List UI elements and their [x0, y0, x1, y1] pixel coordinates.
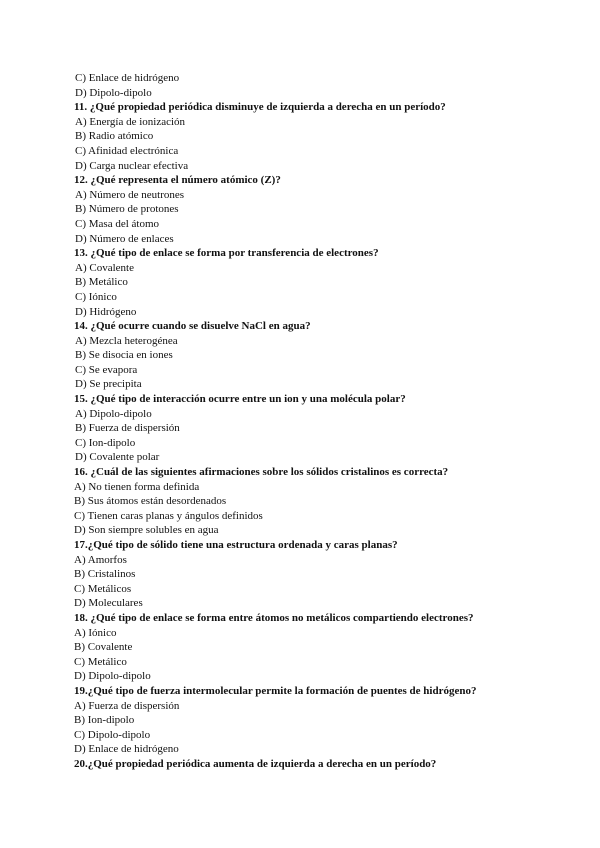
- answer-option: B) Sus átomos están desordenados: [74, 495, 227, 508]
- answer-option: C) Metálico: [74, 655, 127, 668]
- answer-option: B) Radio atómico: [75, 130, 154, 143]
- question-text: 20.¿Qué propiedad periódica aumenta de izquierda a derecha en un período?: [74, 757, 437, 770]
- answer-option: A) Energía de ionización: [75, 115, 186, 128]
- answer-option: C) Iónico: [75, 290, 117, 303]
- question-text: 13. ¿Qué tipo de enlace se forma por transferencia de electrones?: [74, 247, 379, 260]
- answer-option: D) Carga nuclear efectiva: [75, 159, 189, 172]
- answer-option: C) Tienen caras planas y ángulos definidos: [74, 509, 263, 522]
- answer-option: A) Mezcla heterogénea: [75, 334, 178, 347]
- answer-option: D) Número de enlaces: [75, 232, 174, 245]
- question-text: 19.¿Qué tipo de fuerza intermolecular permite la formación de puentes de hidrógeno?: [74, 684, 477, 697]
- answer-option: D) Enlace de hidrógeno: [74, 743, 179, 756]
- answer-option: C) Masa del átomo: [75, 217, 160, 230]
- question-text: 11. ¿Qué propiedad periódica disminuye de izquierda a derecha en un período?: [74, 101, 446, 114]
- answer-option: A) Covalente: [75, 261, 134, 274]
- answer-option: A) Iónico: [74, 626, 117, 639]
- answer-option: D) Dipolo-dipolo: [74, 670, 151, 683]
- answer-option: C) Afinidad electrónica: [75, 144, 179, 157]
- answer-option: D) Covalente polar: [75, 451, 160, 464]
- answer-option: D) Se precipita: [75, 378, 142, 391]
- answer-option: B) Número de protones: [75, 203, 179, 216]
- answer-option: A) Dipolo-dipolo: [75, 407, 152, 420]
- question-text: 15. ¿Qué tipo de interacción ocurre entre un ion y una molécula polar?: [74, 393, 406, 406]
- answer-option: C) Dipolo-dipolo: [74, 728, 151, 741]
- answer-option: D) Dipolo-dipolo: [75, 86, 152, 99]
- answer-option: B) Covalente: [74, 641, 133, 654]
- question-text: 18. ¿Qué tipo de enlace se forma entre átomos no metálicos compartiendo electrones?: [74, 611, 474, 624]
- answer-option: B) Ion-dipolo: [74, 714, 135, 727]
- answer-option: C) Ion-dipolo: [75, 436, 136, 449]
- answer-option: D) Son siempre solubles en agua: [74, 524, 219, 537]
- answer-option: A) Número de neutrones: [75, 188, 185, 201]
- answer-option: B) Se disocia en iones: [75, 349, 173, 362]
- question-text: 16. ¿Cuál de las siguientes afirmaciones sobre los sólidos cristalinos es correcta?: [74, 466, 449, 479]
- answer-option: A) Fuerza de dispersión: [74, 699, 180, 712]
- answer-option: A) Amorfos: [74, 553, 127, 566]
- question-text: 17.¿Qué tipo de sólido tiene una estructura ordenada y caras planas?: [74, 539, 398, 551]
- answer-option: C) Metálicos: [74, 582, 132, 595]
- answer-option: B) Cristalinos: [74, 568, 136, 581]
- answer-option: A) No tienen forma definida: [74, 480, 200, 493]
- document-page: [74, 71, 544, 772]
- answer-option: B) Fuerza de dispersión: [75, 422, 180, 435]
- question-text: 14. ¿Qué ocurre cuando se disuelve NaCl en agua?: [74, 320, 311, 333]
- question-text: 12. ¿Qué representa el número atómico (Z)?: [74, 174, 281, 187]
- answer-option: C) Enlace de hidrógeno: [75, 72, 180, 84]
- answer-option: D) Moleculares: [74, 597, 143, 610]
- answer-option: B) Metálico: [75, 276, 128, 289]
- answer-option: D) Hidrógeno: [75, 305, 137, 318]
- answer-option: C) Se evapora: [75, 363, 138, 376]
